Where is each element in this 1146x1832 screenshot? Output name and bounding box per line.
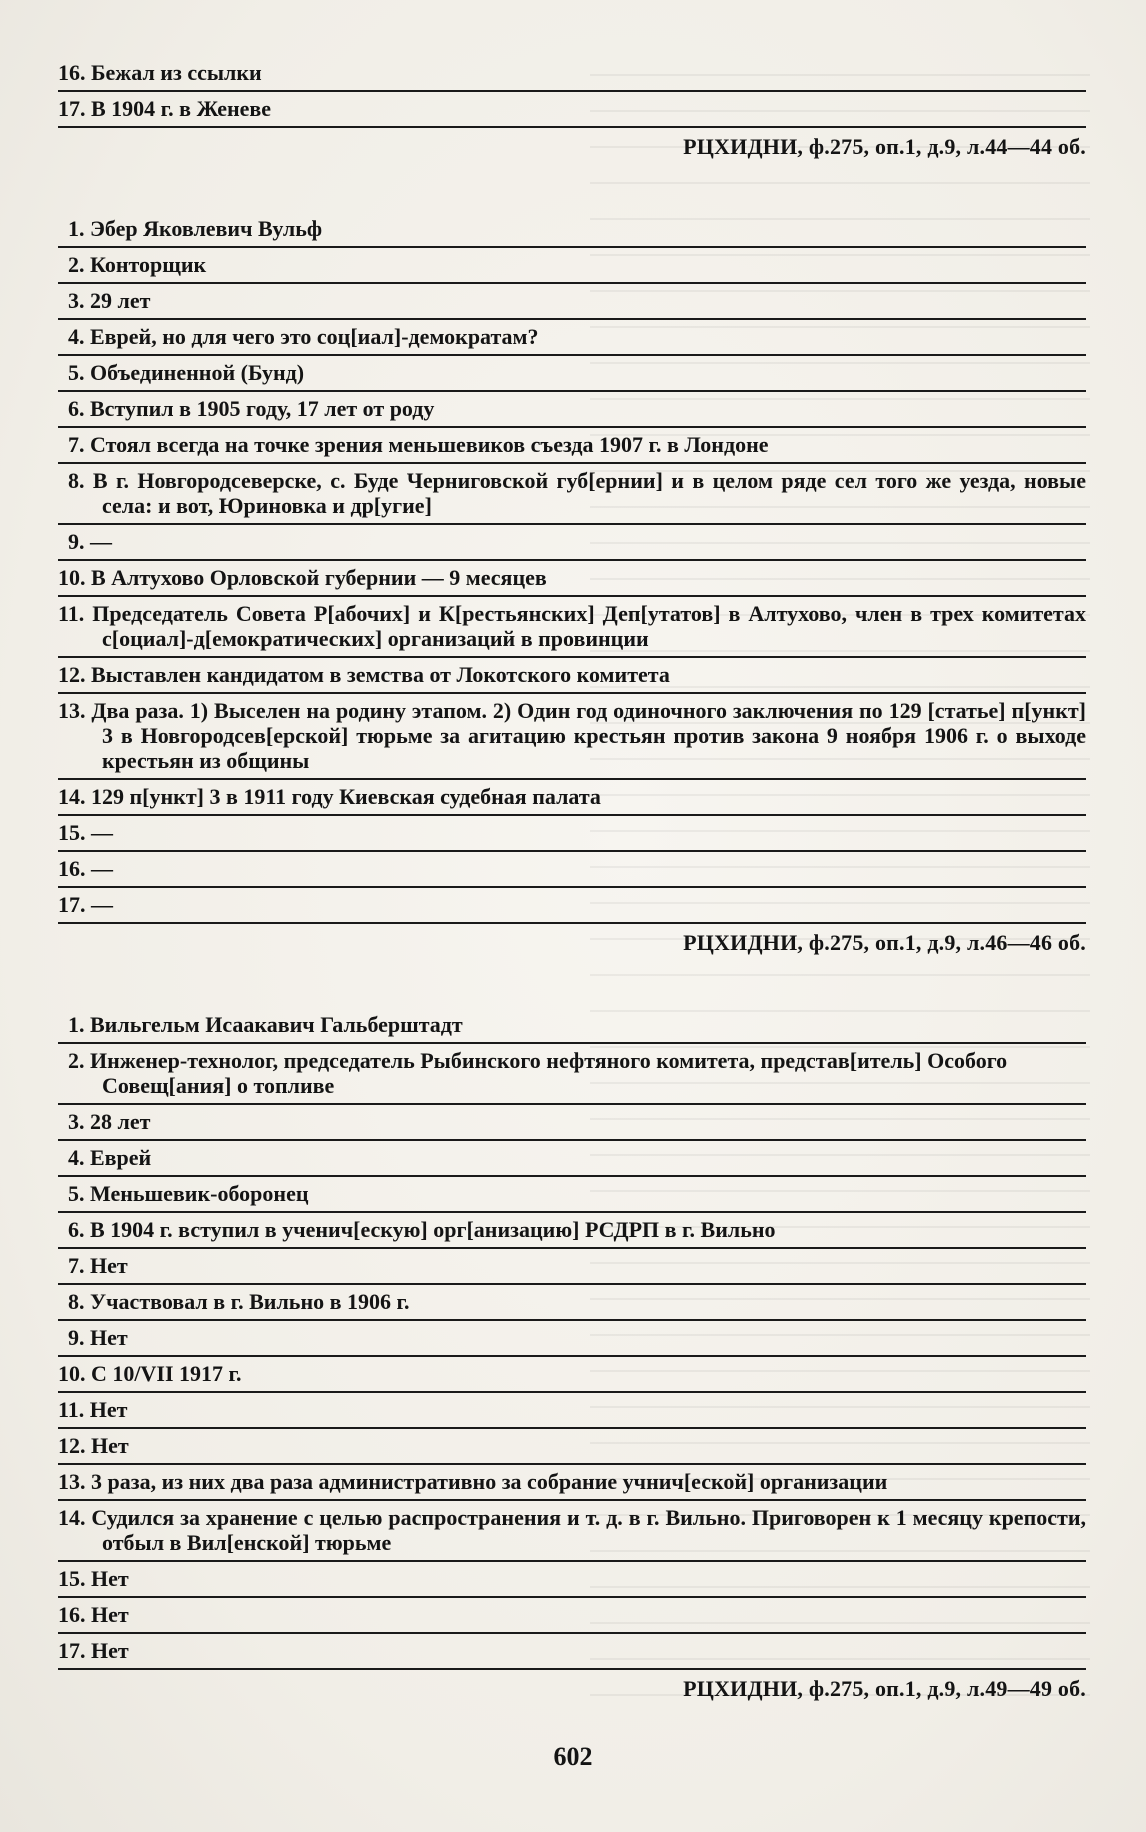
answer-row-11: 11. Нет: [58, 1393, 1086, 1429]
answer-row-12: 12. Нет: [58, 1429, 1086, 1465]
archive-source-citation: РЦХИДНИ, ф.275, оп.1, д.9, л.49—49 об.: [683, 1676, 1086, 1701]
answer-row-9: 9. —: [58, 525, 1086, 561]
answer-row-6: 6. Вступил в 1905 году, 17 лет от роду: [58, 392, 1086, 428]
answer-row-12: 12. Выставлен кандидатом в земства от Локотского комитета: [58, 658, 1086, 694]
questionnaire-section-1: [58, 56, 1086, 166]
page-number: 602: [553, 1742, 593, 1771]
answer-row-16: 16. Бежал из ссылки: [58, 56, 1086, 92]
answer-row-14: 14. 129 п[ункт] 3 в 1911 году Киевская судебная палата: [58, 780, 1086, 816]
answer-row-7: 7. Нет: [58, 1249, 1086, 1285]
answer-row-17: 17. Нет: [58, 1634, 1086, 1670]
page-content: [58, 56, 1086, 1708]
answer-row-14: 14. Судился за хранение с целью распространения и т. д. в г. Вильно. Приговорен к 1 месяцу крепости, отбыл в Вил[енской] тюрьме: [58, 1501, 1086, 1562]
answer-row-17: 17. —: [58, 888, 1086, 924]
answer-row-3: 3. 28 лет: [58, 1105, 1086, 1141]
answer-row-7: 7. Стоял всегда на точке зрения меньшевиков съезда 1907 г. в Лондоне: [58, 428, 1086, 464]
answer-row-8: 8. В г. Новгородсеверске, с. Буде Черниговской губ[ернии] и в целом ряде сел того же уезда, новые села: и вот, Юриновка и др[угие]: [58, 464, 1086, 525]
answer-row-15: 15. Нет: [58, 1562, 1086, 1598]
answer-row-4: 4. Еврей, но для чего это соц[иал]-демократам?: [58, 320, 1086, 356]
answer-row-16: 16. Нет: [58, 1598, 1086, 1634]
answer-row-13: 13. 3 раза, из них два раза административно за собрание учнич[еской] организации: [58, 1465, 1086, 1501]
answer-row-13: 13. Два раза. 1) Выселен на родину этапом. 2) Один год одиночного заключения по 129 [статье] п[ункт] 3 в Новгородсев[ерской] тюрьме за агитацию крестьян против закона 9 ноября 1906 г. о выходе крестьян из общины: [58, 694, 1086, 780]
answer-row-6: 6. В 1904 г. вступил в ученич[ескую] орг[анизацию] РСДРП в г. Вильно: [58, 1213, 1086, 1249]
answer-row-3: 3. 29 лет: [58, 284, 1086, 320]
answer-row-2: 2. Инженер-технолог, председатель Рыбинского нефтяного комитета, представ[итель] Особого Совещ[ания] о топливе: [58, 1044, 1086, 1105]
answer-row-4: 4. Еврей: [58, 1141, 1086, 1177]
answer-row-5: 5. Меньшевик-оборонец: [58, 1177, 1086, 1213]
answer-row-2: 2. Конторщик: [58, 248, 1086, 284]
answer-row-10: 10. С 10/VII 1917 г.: [58, 1357, 1086, 1393]
answer-row-5: 5. Объединенной (Бунд): [58, 356, 1086, 392]
answer-row-15: 15. —: [58, 816, 1086, 852]
archive-source-citation: РЦХИДНИ, ф.275, оп.1, д.9, л.46—46 об.: [683, 930, 1086, 955]
archive-source-citation: РЦХИДНИ, ф.275, оп.1, д.9, л.44—44 об.: [683, 134, 1086, 159]
answer-row-17: 17. В 1904 г. в Женеве: [58, 92, 1086, 128]
questionnaire-section-2: [58, 212, 1086, 962]
answer-row-1: 1. Эбер Яковлевич Вульф: [58, 212, 1086, 248]
answer-row-8: 8. Участвовал в г. Вильно в 1906 г.: [58, 1285, 1086, 1321]
answer-row-11: 11. Председатель Совета Р[абочих] и К[рестьянских] Деп[утатов] в Алтухово, член в трех комитетах с[оциал]-д[емократических] организаций в провинции: [58, 597, 1086, 658]
answer-row-16: 16. —: [58, 852, 1086, 888]
answer-row-9: 9. Нет: [58, 1321, 1086, 1357]
answer-row-1: 1. Вильгельм Исаакавич Гальберштадт: [58, 1008, 1086, 1044]
answer-row-10: 10. В Алтухово Орловской губернии — 9 месяцев: [58, 561, 1086, 597]
questionnaire-section-3: [58, 1008, 1086, 1708]
